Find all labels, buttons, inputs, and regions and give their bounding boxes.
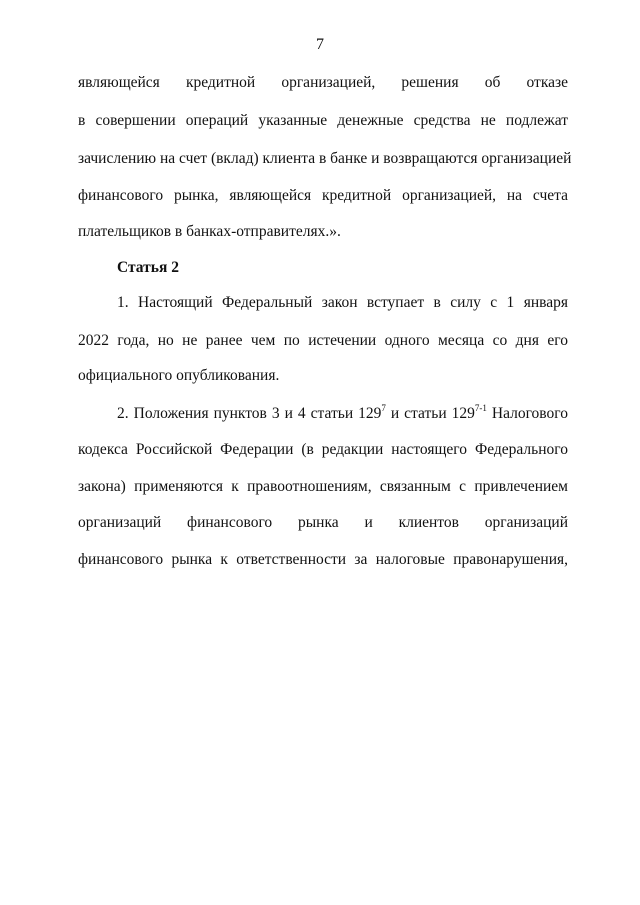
text-segment: 2. Положения пунктов 3 и 4 статьи 129 [117,405,382,422]
paragraph-line: в совершении операций указанные денежные средства не подлежат [78,112,568,129]
superscript: 7-1 [474,403,487,413]
paragraph-line: финансового рынка, являющейся кредитной организацией, на счета [78,187,568,204]
paragraph-line: 1. Настоящий Федеральный закон вступает в силу с 1 января [117,294,568,311]
paragraph-line: организаций финансового рынка и клиентов организаций [78,514,568,531]
superscript: 7 [381,403,386,413]
paragraph-line: являющейся кредитной организацией, решения об отказе [78,74,568,91]
text-segment: Налогового [486,405,568,422]
page-number: 7 [316,36,324,53]
paragraph-line: зачислению на счет (вклад) клиента в банке и возвращаются организацией [78,150,572,167]
paragraph-line: финансового рынка к ответственности за налоговые правонарушения, [78,551,568,568]
paragraph-line: закона) применяются к правоотношениям, связанным с привлечением [78,478,568,495]
paragraph-line: 2022 года, но не ранее чем по истечении одного месяца со дня его [78,332,568,349]
paragraph-line: плательщиков в банках-отправителях.». [78,223,341,240]
paragraph-line [117,404,568,424]
paragraph-line: кодекса Российской Федерации (в редакции настоящего Федерального [78,441,568,458]
text-segment: и статьи 129 [385,405,475,422]
paragraph-line: официального опубликования. [78,367,280,384]
article-heading: Статья 2 [117,259,179,276]
